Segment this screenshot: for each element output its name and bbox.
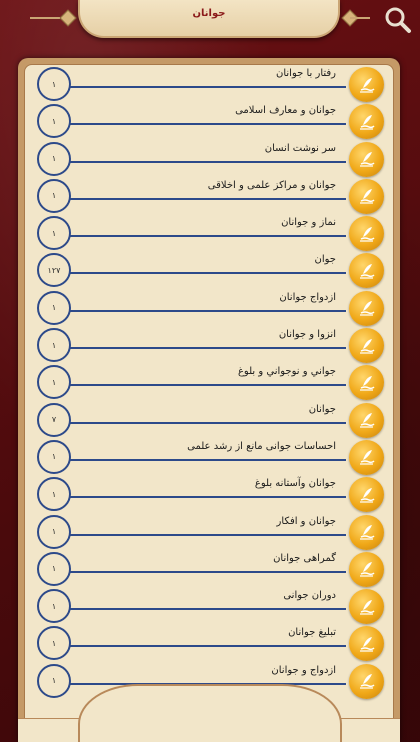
quill-book-icon xyxy=(349,626,384,661)
count-badge: ۱ xyxy=(37,216,71,250)
count-badge: ۱ xyxy=(37,179,71,213)
count-badge: ۱ xyxy=(37,291,71,325)
item-title: نماز و جوانان xyxy=(281,217,336,229)
count-badge: ۱ xyxy=(37,365,71,399)
count-badge: ۱ xyxy=(37,104,71,138)
count-badge: ۱۲۷ xyxy=(37,253,71,287)
row-divider-line xyxy=(68,272,346,274)
list-item[interactable] xyxy=(34,327,386,364)
row-divider-line xyxy=(68,235,346,237)
row-divider-line xyxy=(68,422,346,424)
search-icon xyxy=(384,6,412,34)
bottom-arch-ornament xyxy=(78,684,342,742)
item-title: دوران جوانی xyxy=(283,590,336,602)
quill-book-icon xyxy=(349,253,384,288)
row-divider-line xyxy=(68,161,346,163)
quill-book-icon xyxy=(349,552,384,587)
topic-list[interactable] xyxy=(34,66,386,686)
item-title: جوان xyxy=(314,254,336,266)
quill-book-icon xyxy=(349,664,384,699)
top-bar xyxy=(0,0,420,44)
list-item[interactable] xyxy=(34,141,386,178)
header-plaque xyxy=(78,0,340,38)
item-title: جوانان xyxy=(308,403,336,415)
count-badge: ۱ xyxy=(37,589,71,623)
quill-book-icon xyxy=(349,67,384,102)
quill-book-icon xyxy=(349,440,384,475)
quill-book-icon xyxy=(349,328,384,363)
item-title: جوانان و مراکز علمی و اخلاقی xyxy=(207,179,336,191)
item-title: جواني و نوجواني و بلوغ xyxy=(237,366,336,378)
row-divider-line xyxy=(68,496,346,498)
list-item[interactable] xyxy=(34,66,386,103)
list-item[interactable] xyxy=(34,439,386,476)
count-badge: ۱ xyxy=(37,552,71,586)
row-divider-line xyxy=(68,86,346,88)
list-item[interactable] xyxy=(34,402,386,439)
item-title: گمراهی جوانان xyxy=(273,552,336,564)
count-badge: ۱ xyxy=(37,515,71,549)
item-title: احساسات جوانی مانع از رشد علمی xyxy=(187,440,336,452)
quill-book-icon xyxy=(349,589,384,624)
header-ornament-right xyxy=(350,17,370,19)
quill-book-icon xyxy=(349,365,384,400)
row-divider-line xyxy=(68,123,346,125)
item-title: جوانان و افکار xyxy=(276,515,336,527)
item-title: سر نوشت انسان xyxy=(264,142,336,154)
quill-book-icon xyxy=(349,104,384,139)
list-item[interactable] xyxy=(34,178,386,215)
item-title: تبلیغ جوانان xyxy=(288,627,336,639)
item-title: ازدواج و جوانان xyxy=(271,664,336,676)
quill-book-icon xyxy=(349,477,384,512)
list-item[interactable] xyxy=(34,252,386,289)
quill-book-icon xyxy=(349,142,384,177)
row-divider-line xyxy=(68,608,346,610)
row-divider-line xyxy=(68,571,346,573)
count-badge: ۱ xyxy=(37,67,71,101)
count-badge: ۷ xyxy=(37,403,71,437)
quill-book-icon xyxy=(349,291,384,326)
quill-book-icon xyxy=(349,216,384,251)
list-item[interactable] xyxy=(34,625,386,662)
row-divider-line xyxy=(68,645,346,647)
count-badge: ۱ xyxy=(37,440,71,474)
item-title: جوانان وآستانه بلوغ xyxy=(254,478,336,490)
count-badge: ۱ xyxy=(37,142,71,176)
search-button[interactable] xyxy=(384,6,412,34)
list-item[interactable] xyxy=(34,364,386,401)
row-divider-line xyxy=(68,534,346,536)
row-divider-line xyxy=(68,459,346,461)
header-ornament-left xyxy=(30,17,60,19)
quill-book-icon xyxy=(349,179,384,214)
list-item[interactable] xyxy=(34,476,386,513)
item-title: رفتار با جوانان xyxy=(276,68,336,79)
page-title: جوانان xyxy=(192,7,226,19)
count-badge: ۱ xyxy=(37,328,71,362)
list-item[interactable] xyxy=(34,215,386,252)
count-badge: ۱ xyxy=(37,664,71,698)
row-divider-line xyxy=(68,310,346,312)
list-item[interactable] xyxy=(34,290,386,327)
item-title: ازدواج جوانان xyxy=(279,291,336,303)
count-badge: ۱ xyxy=(37,626,71,660)
list-item[interactable] xyxy=(34,514,386,551)
quill-book-icon xyxy=(349,515,384,550)
item-title: انزوا و جوانان xyxy=(278,329,336,341)
list-item[interactable] xyxy=(34,588,386,625)
list-item[interactable] xyxy=(34,103,386,140)
row-divider-line xyxy=(68,347,346,349)
count-badge: ۱ xyxy=(37,477,71,511)
row-divider-line xyxy=(68,384,346,386)
item-title: جوانان و معارف اسلامی xyxy=(235,105,336,117)
row-divider-line xyxy=(68,198,346,200)
quill-book-icon xyxy=(349,403,384,438)
list-item[interactable] xyxy=(34,551,386,588)
